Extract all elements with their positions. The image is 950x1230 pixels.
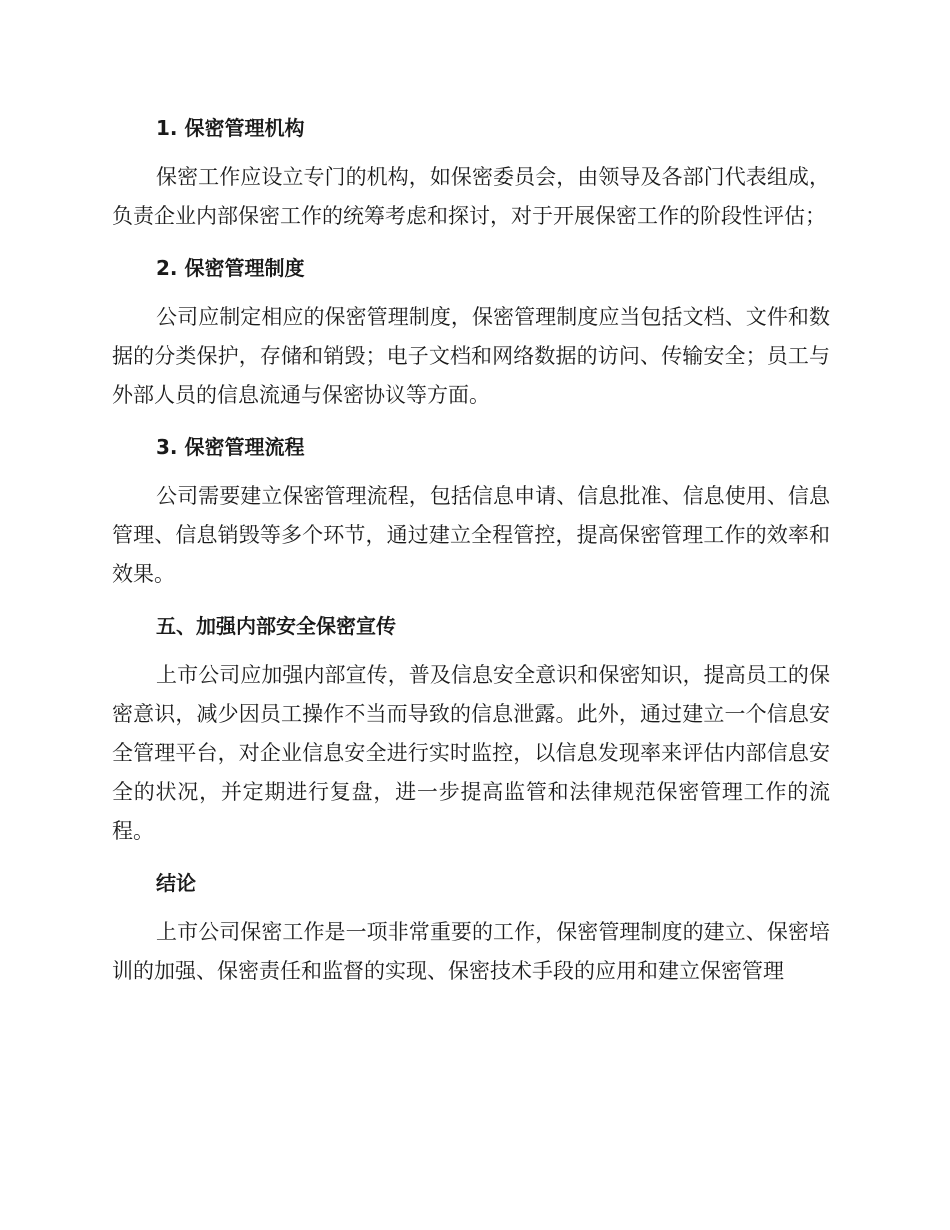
section-body-security-process: 公司需要建立保密管理流程，包括信息申请、信息批准、信息使用、信息管理、信息销毁等多个环节，通过建立全程管控，提高保密管理工作的效率和效果。 bbox=[112, 484, 830, 586]
section-heading-security-process: 3. 保密管理流程 bbox=[156, 435, 305, 459]
section-heading-conclusion: 结论 bbox=[156, 871, 196, 895]
section-body-conclusion: 上市公司保密工作是一项非常重要的工作，保密管理制度的建立、保密培训的加强、保密责任和监督的实现、保密技术手段的应用和建立保密管理 bbox=[112, 920, 830, 983]
section-body-internal-publicity: 上市公司应加强内部宣传，普及信息安全意识和保密知识，提高员工的保密意识，减少因员工操作不当而导致的信息泄露。此外，通过建立一个信息安全管理平台，对企业信息安全进行实时监控，以信息发现率来评估内部信息安全的状况，并定期进行复盘，进一步提高监管和法律规范保密管理工作的流程。 bbox=[112, 663, 830, 843]
section-body-security-org: 保密工作应设立专门的机构，如保密委员会，由领导及各部门代表组成，负责企业内部保密工作的统筹考虑和探讨，对于开展保密工作的阶段性评估； bbox=[112, 165, 830, 228]
section-body-security-policy: 公司应制定相应的保密管理制度，保密管理制度应当包括文档、文件和数据的分类保护，存储和销毁；电子文档和网络数据的访问、传输安全；员工与外部人员的信息流通与保密协议等方面。 bbox=[112, 305, 830, 407]
section-heading-security-policy: 2. 保密管理制度 bbox=[156, 256, 305, 280]
section-heading-internal-publicity: 五、加强内部安全保密宣传 bbox=[156, 614, 396, 638]
document-page bbox=[112, 108, 830, 1003]
section-heading-security-org: 1. 保密管理机构 bbox=[156, 116, 305, 140]
